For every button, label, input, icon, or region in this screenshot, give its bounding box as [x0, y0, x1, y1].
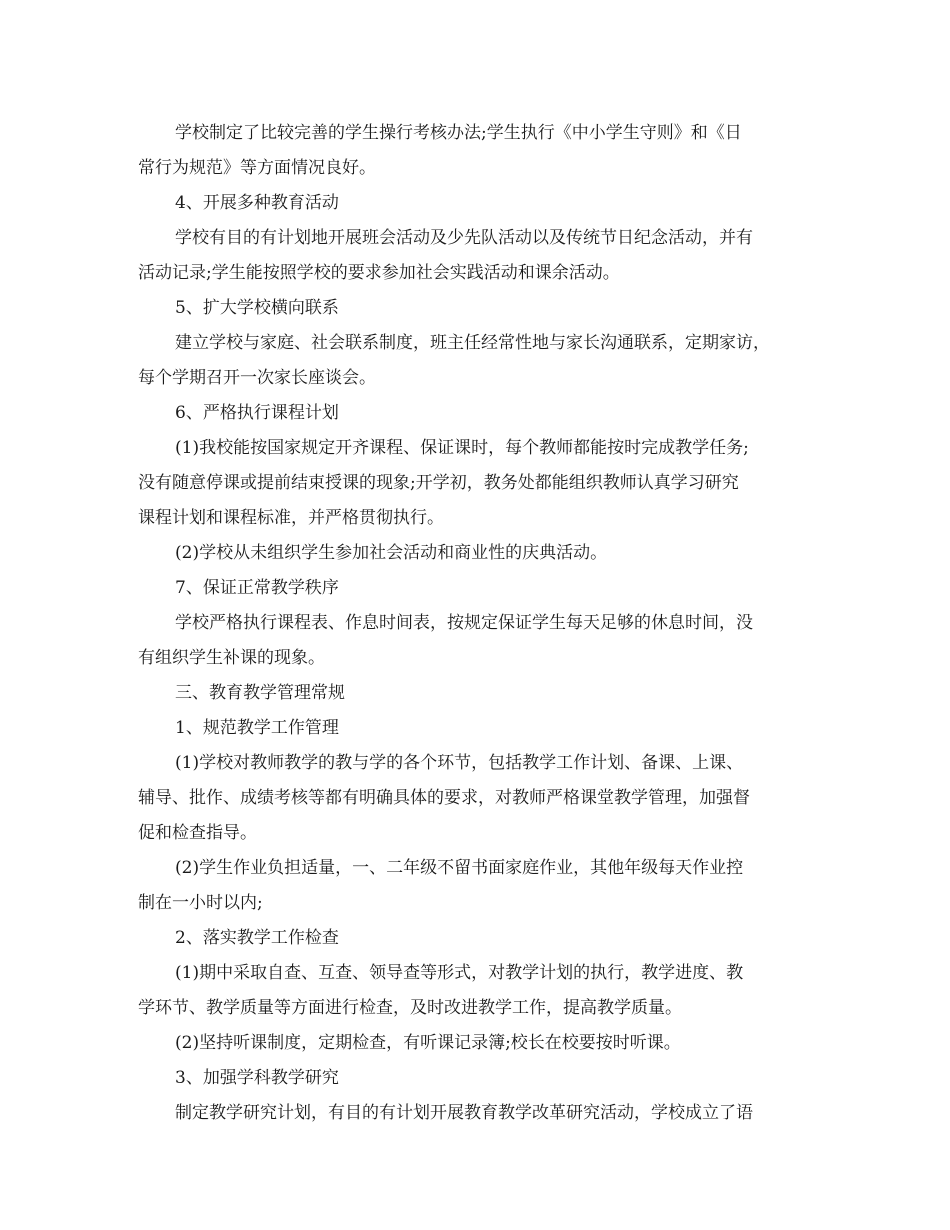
section-heading: 4、开展多种教育活动 [175, 193, 339, 213]
paragraph-line: 活动记录;学生能按照学校的要求参加社会实践活动和课余活动。 [138, 263, 620, 283]
paragraph-line: 学校有目的有计划地开展班会活动及少先队活动以及传统节日纪念活动，并有 [175, 228, 753, 248]
paragraph-line: 课程计划和课程标准，并严格贯彻执行。 [138, 508, 444, 528]
paragraph-line: (2)学校从未组织学生参加社会活动和商业性的庆典活动。 [175, 543, 608, 563]
paragraph-line: 制定教学研究计划，有目的有计划开展教育教学改革研究活动，学校成立了语 [175, 1103, 753, 1123]
paragraph-line: 没有随意停课或提前结束授课的现象;开学初，教务处都能组织教师认真学习研究 [138, 473, 739, 493]
paragraph-line: 学环节、教学质量等方面进行检查，及时改进教学工作，提高教学质量。 [138, 998, 682, 1018]
paragraph-line: 制在一小时以内; [138, 893, 263, 913]
paragraph-line: (2)坚持听课制度，定期检查，有听课记录簿;校长在校要按时听课。 [175, 1033, 681, 1053]
section-heading: 2、落实教学工作检查 [175, 928, 339, 948]
paragraph-line: (1)我校能按国家规定开齐课程、保证课时，每个教师都能按时完成教学任务; [175, 438, 749, 458]
paragraph-line: 建立学校与家庭、社会联系制度，班主任经常性地与家长沟通联系，定期家访， [175, 333, 770, 353]
section-heading: 1、规范教学工作管理 [175, 718, 339, 738]
paragraph-line: (1)期中采取自查、互查、领导查等形式，对教学计划的执行，教学进度、教 [175, 963, 744, 983]
chapter-heading: 三、教育教学管理常规 [175, 683, 345, 703]
paragraph-line: (2)学生作业负担适量，一、二年级不留书面家庭作业，其他年级每天作业控 [175, 858, 744, 878]
paragraph-line: (1)学校对教师教学的教与学的各个环节，包括教学工作计划、备课、上课、 [175, 753, 744, 773]
paragraph-line: 有组织学生补课的现象。 [138, 648, 325, 668]
paragraph-line: 促和检查指导。 [138, 823, 257, 843]
section-heading: 3、加强学科教学研究 [175, 1068, 339, 1088]
paragraph-line: 每个学期召开一次家长座谈会。 [138, 368, 376, 388]
section-heading: 5、扩大学校横向联系 [175, 298, 339, 318]
paragraph-line: 学校制定了比较完善的学生操行考核办法;学生执行《中小学生守则》和《日 [175, 123, 742, 143]
paragraph-line: 常行为规范》等方面情况良好。 [138, 158, 376, 178]
section-heading: 6、严格执行课程计划 [175, 403, 339, 423]
paragraph-line: 辅导、批作、成绩考核等都有明确具体的要求，对教师严格课堂教学管理，加强督 [138, 788, 750, 808]
document-body [138, 116, 820, 1131]
section-heading: 7、保证正常教学秩序 [175, 578, 339, 598]
paragraph-line: 学校严格执行课程表、作息时间表，按规定保证学生每天足够的休息时间，没 [175, 613, 753, 633]
